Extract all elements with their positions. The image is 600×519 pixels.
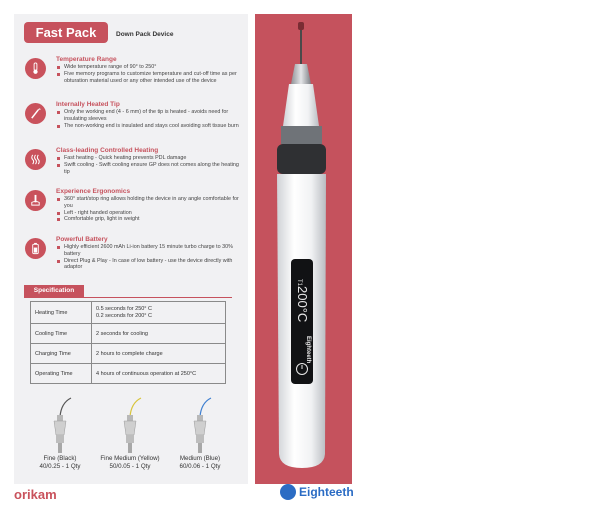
feature-bullet: Highly efficient 2600 mAh Li-ion battery 15 minute turbo charge to 30% battery [56,244,246,258]
tip-name: Medium (Blue) [179,455,221,462]
heat-waves-icon [25,149,46,170]
battery-icon [25,238,46,259]
fast-pack-device-illustration [255,14,352,484]
tip-illustration [45,395,75,455]
specification-heading: Specification [24,285,84,297]
spec-value: 2 hours to complete charge [92,344,226,364]
tip-illustration [115,395,145,455]
tip-name: Fine Medium (Yellow) [100,455,160,462]
spec-label: Charging Time [31,344,92,364]
table-row [31,344,226,364]
spec-label: Cooling Time [31,324,92,344]
spec-label: Heating Time [31,302,92,324]
orikam-logo: orikam [14,487,57,502]
feature-ergonomics [20,188,248,233]
device-brand-text: Eighteeth [305,336,311,364]
tip-spec: 50/0.05 - 1 Qty [109,463,151,470]
thermometer-icon [25,58,46,79]
feature-title: Powerful Battery [56,236,108,243]
product-title: Fast Pack [24,22,108,43]
feature-title: Temperature Range [56,56,117,63]
tip-medium-blue [170,395,230,471]
specification-divider [24,297,232,298]
specification-table [30,301,226,384]
table-row [31,324,226,344]
feature-bullet: Comfortable grip, light in weight [56,216,246,223]
feature-bullet: Wide temperature range of 90° to 250° [56,64,246,71]
heated-tip-icon [25,103,46,124]
eighteeth-logo-text: Eighteeth [299,485,354,499]
eighteeth-logo-icon [280,484,296,500]
feature-controlled-heating [20,147,248,185]
feature-title: Internally Heated Tip [56,101,120,108]
spec-value: 0.5 seconds for 250° C 0.2 seconds for 200° C [92,302,226,324]
feature-bullet: 360° start/stop ring allows holding the device in any angle comfortable for you [56,196,246,210]
product-subtitle: Down Pack Device [116,31,174,38]
table-row [31,302,226,324]
feature-bullet: Only the working end (4 - 6 mm) of the tip is heated - avoids need for insulating sleeves [56,109,246,123]
tip-spec: 40/0.25 - 1 Qty [39,463,81,470]
feature-title: Class-leading Controlled Heating [56,147,159,154]
device-display-temperature: 200°C [295,286,310,323]
spec-label: Operating Time [31,364,92,384]
spec-value: 2 seconds for cooling [92,324,226,344]
table-row [31,364,226,384]
tip-illustration [185,395,215,455]
tip-fine-black [30,395,90,471]
tip-fine-medium-yellow [100,395,160,471]
hand-device-icon [25,190,46,211]
feature-temperature-range [20,56,248,98]
eighteeth-logo [280,484,354,500]
feature-bullet: The non-working end is insulated and stays cool avoiding soft tissue burn [56,123,246,130]
feature-bullet: Swift cooling - Swift cooling ensure GP does not comes along the heating tip [56,162,246,176]
feature-powerful-battery [20,236,248,281]
feature-bullet: Fast heating - Quick heating prevents PDL damage [56,155,246,162]
tip-name: Fine (Black) [43,455,77,462]
device-display-label: T1 [296,279,302,287]
tip-spec: 60/0.06 - 1 Qty [179,463,221,470]
spec-value: 4 hours of continuous operation at 250°C [92,364,226,384]
feature-title: Experience Ergonomics [56,188,131,195]
feature-bullet: Five memory programs to customize temperature and cut-off time as per obturation material used or any other intended use of the device [56,71,246,85]
feature-bullet: Direct Plug & Play - In case of low battery - use the device directly with adaptor [56,258,246,272]
feature-internally-heated-tip [20,101,248,143]
feature-bullet: Left - right handed operation [56,210,246,217]
